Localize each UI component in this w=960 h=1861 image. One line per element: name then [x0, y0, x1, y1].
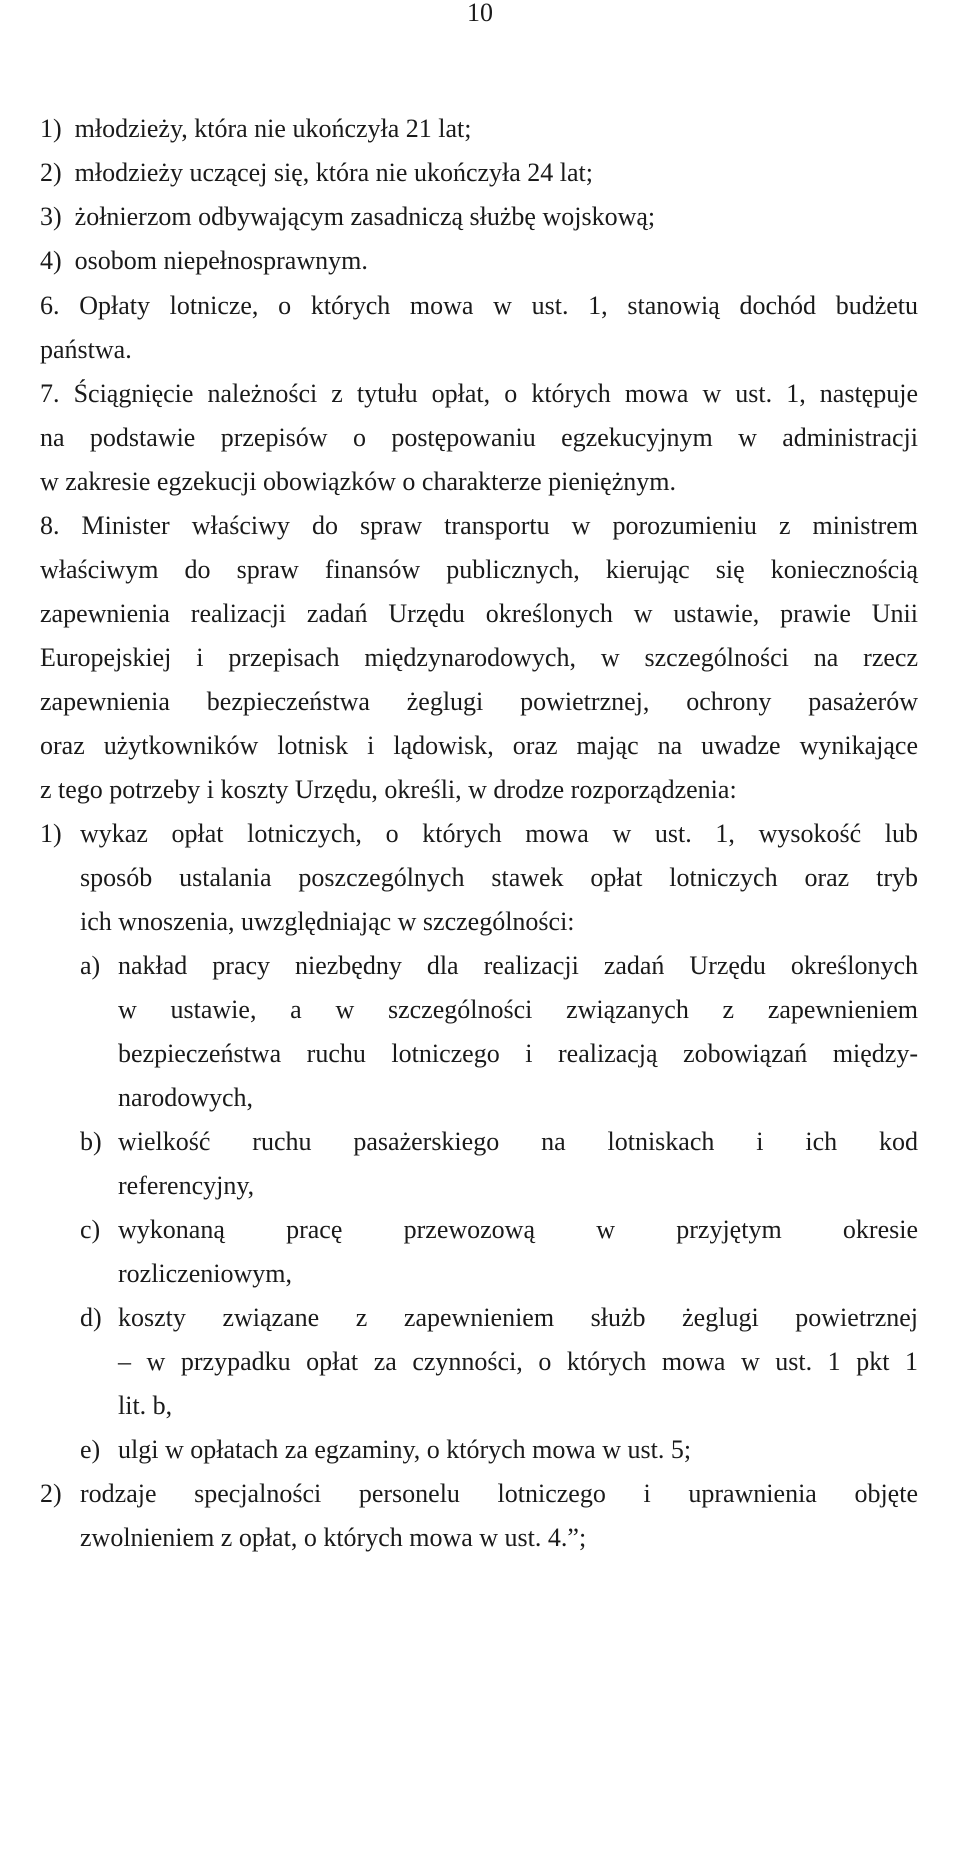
list-marker: d) — [80, 1303, 102, 1332]
paragraph-line: oraz użytkowników lotnisk i lądowisk, oraz mając na uwadze wynikające — [40, 731, 918, 760]
list-item: wykaz opłat lotniczych, o których mowa w ust. 1, wysokość lub — [80, 819, 918, 848]
paragraph-line: Europejskiej i przepisach międzynarodowych, w szczególności na rzecz — [40, 643, 918, 672]
paragraph-line: w zakresie egzekucji obowiązków o charakterze pieniężnym. — [40, 467, 676, 496]
list-item: 2) młodzieży uczącej się, która nie ukończyła 24 lat; — [40, 158, 593, 187]
paragraph-line: 6. Opłaty lotnicze, o których mowa w ust. 1, stanowią dochód budżetu — [40, 291, 918, 320]
list-item: zwolnieniem z opłat, o których mowa w ust. 4.”; — [80, 1523, 587, 1552]
list-item: 4) osobom niepełnosprawnym. — [40, 246, 368, 275]
list-marker: 2) — [40, 1479, 62, 1508]
page-number: 10 — [467, 0, 493, 27]
list-item: nakład pracy niezbędny dla realizacji zadań Urzędu określonych — [118, 951, 918, 980]
list-item: 3) żołnierzom odbywającym zasadniczą służbę wojskową; — [40, 202, 656, 231]
list-item: ich wnoszenia, uwzględniając w szczególności: — [80, 907, 575, 936]
paragraph-line: państwa. — [40, 335, 132, 364]
list-item: narodowych, — [118, 1083, 254, 1112]
list-marker: b) — [80, 1127, 102, 1156]
list-marker: e) — [80, 1435, 101, 1464]
list-marker: a) — [80, 951, 101, 980]
list-marker: c) — [80, 1215, 101, 1244]
list-item: koszty związane z zapewnieniem służb żeglugi powietrznej — [118, 1303, 918, 1332]
list-item: referencyjny, — [118, 1171, 255, 1200]
list-item: ulgi w opłatach za egzaminy, o których mowa w ust. 5; — [118, 1435, 692, 1464]
paragraph-line: 7. Ściągnięcie należności z tytułu opłat, o których mowa w ust. 1, następuje — [40, 379, 918, 408]
list-marker: 1) — [40, 819, 62, 848]
list-item: bezpieczeństwa ruchu lotniczego i realizacją zobowiązań między- — [118, 1039, 918, 1068]
list-item: – w przypadku opłat za czynności, o których mowa w ust. 1 pkt 1 — [118, 1347, 918, 1376]
list-item: lit. b, — [118, 1391, 173, 1420]
list-item: rozliczeniowym, — [118, 1259, 292, 1288]
paragraph-line: 8. Minister właściwy do spraw transportu w porozumieniu z ministrem — [40, 511, 918, 540]
list-item: wykonaną pracę przewozową w przyjętym okresie — [118, 1215, 918, 1244]
paragraph-line: właściwym do spraw finansów publicznych, kierując się koniecznością — [40, 555, 918, 584]
list-item: rodzaje specjalności personelu lotniczego i uprawnienia objęte — [80, 1479, 918, 1508]
list-item: sposób ustalania poszczególnych stawek opłat lotniczych oraz tryb — [80, 863, 918, 892]
list-item: 1) młodzieży, która nie ukończyła 21 lat; — [40, 114, 472, 143]
paragraph-line: na podstawie przepisów o postępowaniu egzekucyjnym w administracji — [40, 423, 918, 452]
list-item: wielkość ruchu pasażerskiego na lotniskach i ich kod — [118, 1127, 918, 1156]
paragraph-line: z tego potrzeby i koszty Urzędu, określi, w drodze rozporządzenia: — [40, 775, 737, 804]
paragraph-line: zapewnienia bezpieczeństwa żeglugi powietrznej, ochrony pasażerów — [40, 687, 918, 716]
list-item: w ustawie, a w szczególności związanych z zapewnieniem — [118, 995, 918, 1024]
paragraph-line: zapewnienia realizacji zadań Urzędu określonych w ustawie, prawie Unii — [40, 599, 918, 628]
